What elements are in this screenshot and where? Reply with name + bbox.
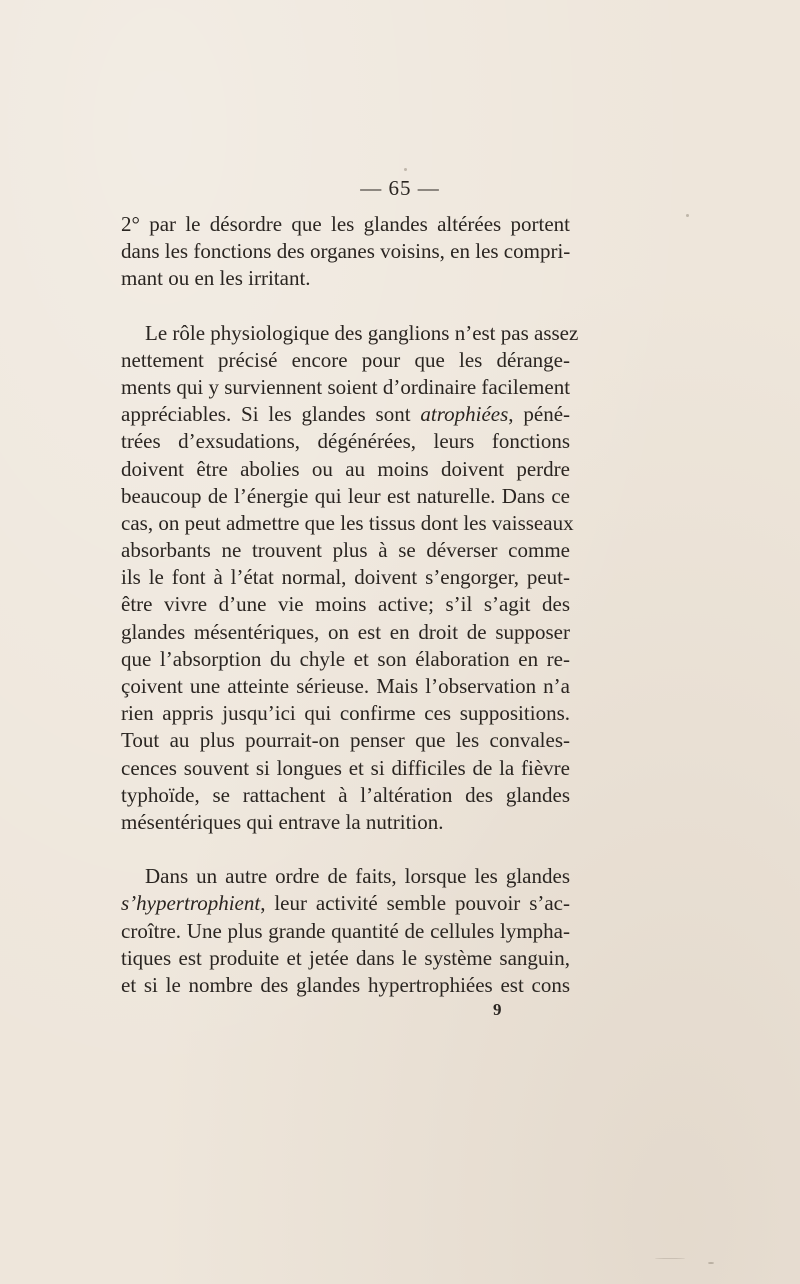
text-line: absorbants ne trouvent plus à se déverser comme bbox=[121, 538, 570, 563]
paper-speck bbox=[708, 1262, 714, 1264]
text-line: mésentériques qui entrave la nutrition. bbox=[121, 809, 444, 834]
text-line: mant ou en les irritant. bbox=[121, 266, 311, 291]
paragraph-3 bbox=[121, 863, 570, 999]
text-line: cences souvent si longues et si difficiles de la fièvre bbox=[121, 755, 570, 780]
text-line: nettement précisé encore pour que les dérange- bbox=[121, 347, 570, 372]
text-line: 2° par le désordre que les glandes altérées portent bbox=[121, 212, 570, 236]
text-line: Dans un autre ordre de faits, lorsque les glandes bbox=[145, 864, 570, 889]
text-line: Tout au plus pourrait-on penser que les convales- bbox=[121, 728, 570, 753]
text-line: croître. Une plus grande quantité de cellules lympha- bbox=[121, 918, 570, 943]
text-line: typhoïde, se rattachent à l’altération des glandes bbox=[121, 782, 570, 807]
text-line: doivent être abolies ou au moins doivent perdre bbox=[121, 456, 570, 481]
text-line: trées d’exsudations, dégénérées, leurs fonctions bbox=[121, 429, 570, 454]
text-line: appréciables. Si les glandes sont atrophiées, péné- bbox=[121, 402, 571, 427]
text-line: beaucoup de l’énergie qui leur est naturelle. Dans ce bbox=[121, 483, 570, 508]
signature-mark: 9 bbox=[493, 1000, 502, 1019]
paper-speck bbox=[686, 214, 689, 217]
text-line: rien appris jusqu’ici qui confirme ces suppositions. bbox=[121, 701, 570, 726]
text-line: tiques est produite et jetée dans le système sanguin, bbox=[121, 945, 570, 970]
text-line: que l’absorption du chyle et son élaboration en re- bbox=[121, 646, 570, 671]
text-line: s’hypertrophient, leur activité semble pouvoir s’ac- bbox=[121, 891, 570, 916]
paper-speck bbox=[404, 168, 407, 171]
paragraph-2 bbox=[121, 320, 579, 837]
text-line: ments qui y surviennent soient d’ordinaire facilement bbox=[121, 374, 571, 399]
body-text bbox=[121, 211, 579, 999]
text-line: et si le nombre des glandes hypertrophiées est cons bbox=[121, 972, 570, 997]
text-line: dans les fonctions des organes voisins, en les compri- bbox=[121, 239, 571, 264]
text-line: Le rôle physiologique des ganglions n’est pas assez bbox=[145, 320, 579, 345]
paper-speck bbox=[655, 1258, 685, 1259]
text-line: ils le font à l’état normal, doivent s’engorger, peut- bbox=[121, 565, 570, 590]
text-line: glandes mésentériques, on est en droit de supposer bbox=[121, 619, 570, 644]
text-line: cas, on peut admettre que les tissus dont les vaisseaux bbox=[121, 510, 574, 535]
paragraph-1 bbox=[121, 211, 570, 293]
text-line: çoivent une atteinte sérieuse. Mais l’observation n’a bbox=[121, 674, 570, 698]
text-line: être vivre d’une vie moins active; s’il s’agit des bbox=[121, 592, 570, 617]
page-number: — 65 — bbox=[360, 176, 440, 200]
